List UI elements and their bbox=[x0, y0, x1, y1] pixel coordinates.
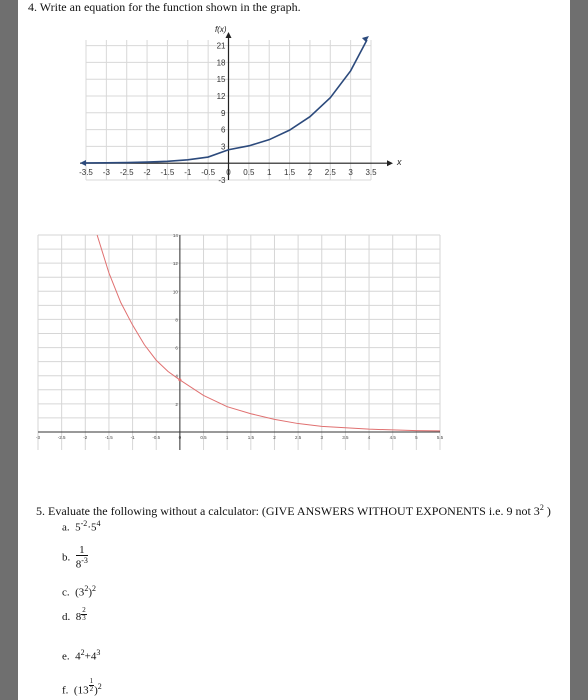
y-tick-label: 9 bbox=[221, 108, 226, 118]
item-b-label: b. bbox=[62, 551, 71, 564]
item-c-open: (3 bbox=[75, 586, 85, 599]
y-tick-label: 4 bbox=[175, 373, 178, 379]
x-tick-label: 4.5 bbox=[389, 435, 396, 440]
item-c-outer-exp: 2 bbox=[91, 584, 96, 593]
x-tick-label: -3 bbox=[102, 168, 110, 178]
item-f-open: (13 bbox=[73, 684, 89, 697]
y-tick-label: -3 bbox=[218, 176, 226, 185]
item-e-label: e. bbox=[62, 650, 70, 663]
x-axis-label: x bbox=[397, 157, 402, 168]
item-e-exp2: 3 bbox=[96, 648, 101, 657]
item-f-exp-num: 1 bbox=[89, 677, 94, 685]
question-5-number: 5. bbox=[36, 504, 45, 518]
question-5-text: Evaluate the following without a calculator: (GIVE ANSWERS WITHOUT EXPONENTS i.e. 9 not 3 bbox=[48, 504, 540, 518]
y-tick-label: 14 bbox=[172, 233, 178, 238]
item-e-plus: +4 bbox=[84, 650, 97, 663]
item-a-exp2: 4 bbox=[96, 519, 101, 528]
x-tick-label: 2.5 bbox=[294, 435, 302, 440]
x-tick-label: -2.5 bbox=[57, 435, 66, 440]
item-d-exp-den: 3 bbox=[82, 614, 86, 622]
x-tick-label: -1.5 bbox=[160, 168, 175, 178]
exponential-graph-2 bbox=[18, 0, 570, 470]
item-f-label: f. bbox=[62, 684, 69, 697]
x-tick-label: -2 bbox=[83, 435, 88, 440]
y-tick-label: 18 bbox=[216, 58, 226, 68]
x-tick-label: 4 bbox=[367, 435, 371, 440]
y-tick-label: 2 bbox=[175, 401, 178, 407]
item-b-fraction bbox=[76, 546, 88, 570]
x-tick-label: 5 bbox=[415, 435, 418, 440]
item-b-den-exp: -3 bbox=[81, 556, 88, 565]
x-tick-label: 0.5 bbox=[243, 168, 255, 178]
x-tick-label: -2.5 bbox=[119, 168, 134, 178]
x-tick-label: 0.5 bbox=[200, 435, 207, 440]
item-a-base1: 5 bbox=[75, 521, 81, 534]
x-tick-label: 1.5 bbox=[247, 435, 254, 440]
x-tick-label: -3.5 bbox=[79, 168, 93, 178]
x-tick-label: -1 bbox=[184, 168, 192, 178]
x-tick-label: 1.5 bbox=[284, 168, 296, 178]
x-tick-label: 2.5 bbox=[324, 168, 336, 178]
x-tick-label: 1 bbox=[266, 168, 272, 178]
item-c-inner-exp: 2 bbox=[84, 584, 89, 593]
question-4-number: 4. bbox=[28, 0, 37, 14]
item-f bbox=[62, 677, 102, 697]
y-tick-label: 15 bbox=[216, 75, 226, 85]
y-tick-label: 21 bbox=[216, 41, 226, 51]
item-c-close: ) bbox=[88, 586, 92, 599]
item-f-close: ) bbox=[94, 684, 98, 697]
y-axis-label: f(x) bbox=[214, 25, 227, 34]
x-tick-label: 0 bbox=[226, 168, 231, 178]
item-e-exp1: 2 bbox=[80, 648, 85, 657]
item-c-label: c. bbox=[62, 586, 70, 599]
x-tick-label: 0 bbox=[178, 435, 182, 440]
item-d bbox=[62, 606, 87, 623]
y-tick-label: 12 bbox=[216, 92, 226, 101]
x-tick-label: 1 bbox=[225, 435, 229, 440]
item-f-exp-den: 2 bbox=[89, 685, 94, 693]
item-d-label: d. bbox=[62, 611, 71, 623]
item-e bbox=[62, 648, 100, 663]
x-tick-label: 3.5 bbox=[342, 435, 349, 440]
x-tick-label: -0.5 bbox=[201, 168, 216, 178]
x-tick-label: 2 bbox=[273, 435, 276, 440]
item-d-base: 8 bbox=[75, 611, 82, 623]
x-tick-label: 3 bbox=[320, 435, 324, 440]
y-tick-label: 6 bbox=[221, 125, 226, 135]
x-tick-label: 2 bbox=[307, 168, 313, 178]
example-exponent: 2 bbox=[539, 503, 544, 512]
item-a-label: a. bbox=[62, 521, 70, 534]
x-tick-label: 3.5 bbox=[365, 168, 377, 178]
item-e-base1: 4 bbox=[75, 650, 81, 663]
item-d-exp-num: 2 bbox=[82, 606, 86, 614]
item-f-outer-exp: 2 bbox=[97, 682, 102, 691]
item-a-dot: · bbox=[87, 521, 91, 534]
item-a-exp1: -2 bbox=[80, 519, 88, 528]
x-tick-label: -1.5 bbox=[105, 435, 113, 440]
y-tick-label: 6 bbox=[175, 345, 178, 351]
item-a-base2: 5 bbox=[90, 521, 97, 534]
question-5 bbox=[36, 503, 551, 519]
y-tick-label: 8 bbox=[175, 317, 178, 323]
y-tick-label: 3 bbox=[221, 142, 226, 152]
x-tick-label: 5.5 bbox=[436, 435, 444, 440]
x-tick-label: 3 bbox=[348, 168, 353, 178]
question-5-close-paren: ) bbox=[546, 504, 551, 518]
x-tick-label: -2 bbox=[143, 168, 151, 178]
item-a bbox=[62, 519, 100, 534]
x-tick-label: -3 bbox=[35, 435, 41, 440]
y-tick-label: 12 bbox=[172, 261, 178, 267]
item-c bbox=[62, 584, 96, 599]
item-b-den-base: 8 bbox=[75, 558, 82, 571]
worksheet-page bbox=[18, 0, 570, 700]
function-curve bbox=[97, 235, 440, 431]
item-b bbox=[62, 546, 88, 570]
question-4-text: Write an equation for the function shown in the graph. bbox=[39, 0, 301, 14]
y-intercept-point bbox=[178, 378, 181, 381]
x-tick-label: -1 bbox=[130, 435, 135, 440]
y-tick-label: 10 bbox=[172, 289, 178, 295]
x-tick-label: -0.5 bbox=[152, 435, 161, 440]
item-b-numerator: 1 bbox=[76, 546, 88, 556]
